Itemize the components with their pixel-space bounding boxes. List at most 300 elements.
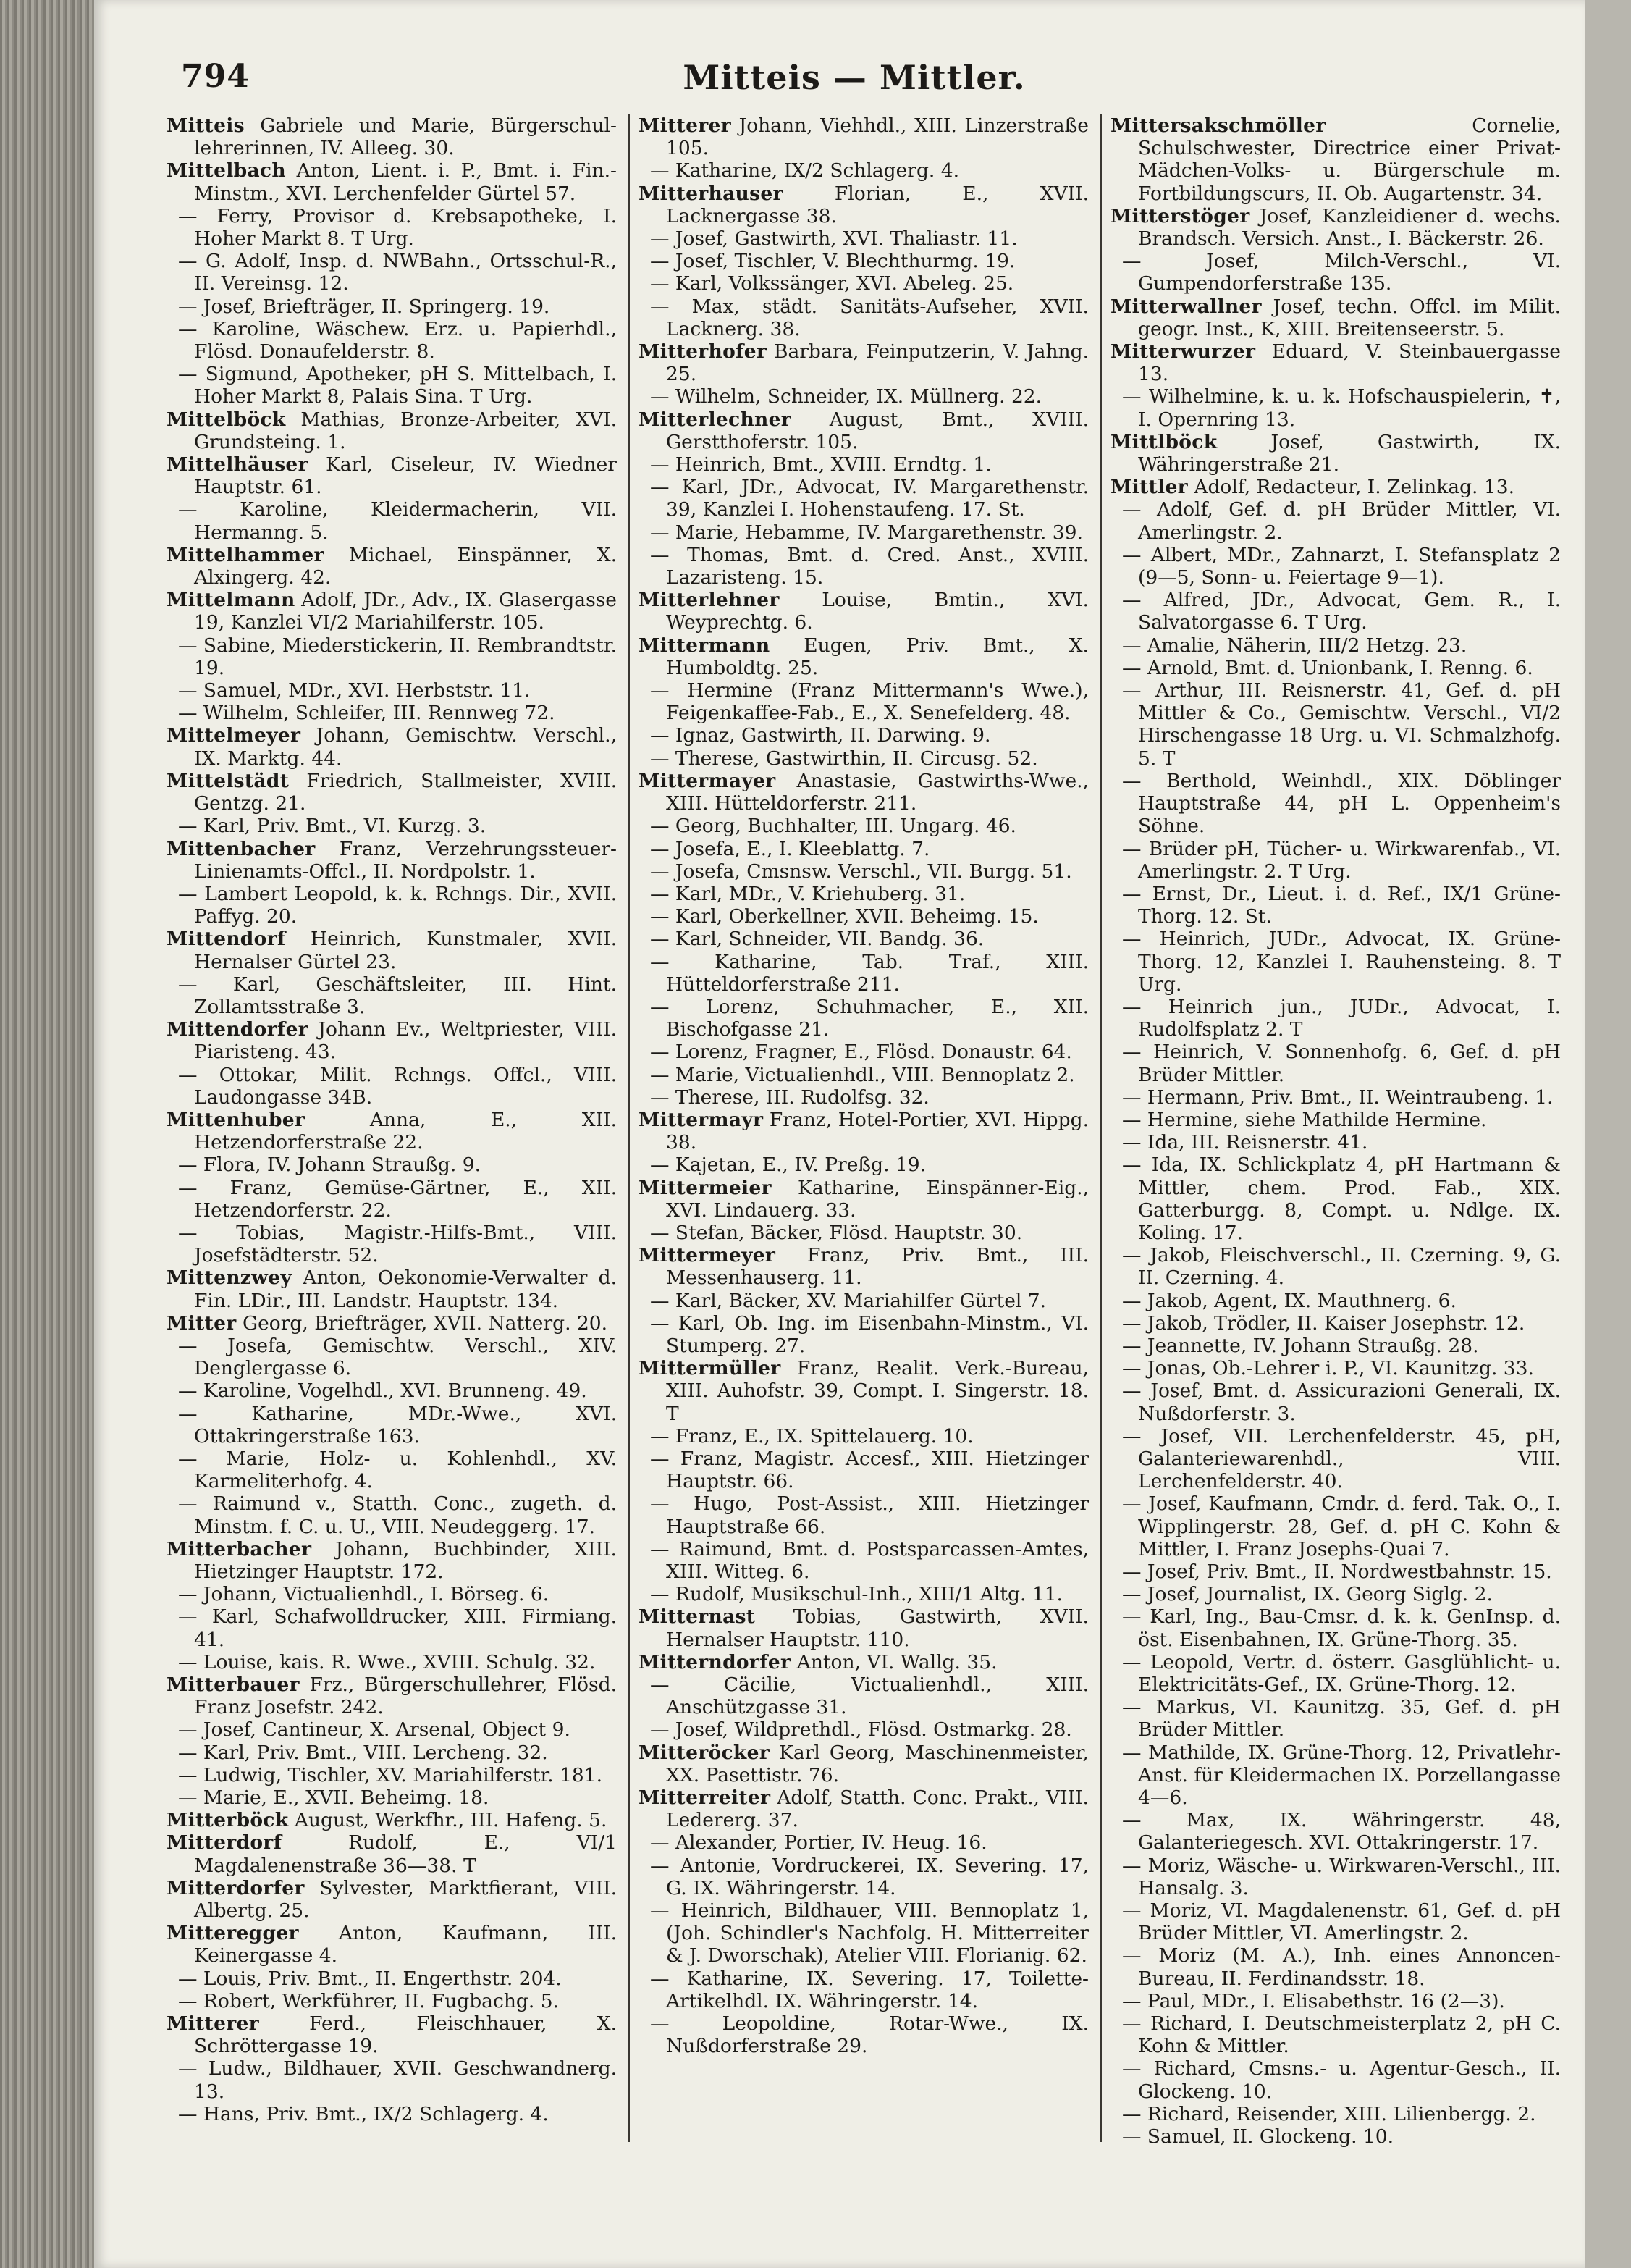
directory-entry xyxy=(1110,1154,1561,1244)
entry-text: Frz., Bürgerschullehrer, Flösd. Franz Josefstr. 242. xyxy=(194,1673,617,1719)
directory-entry xyxy=(1110,679,1561,770)
entry-text: — Ferry, Provisor d. Krebsapotheke, I. Hoher Markt 8. T Urg. xyxy=(178,204,617,251)
directory-entry xyxy=(1110,1809,1561,1854)
entry-surname: Mittenbacher xyxy=(167,837,316,860)
directory-entry xyxy=(1110,498,1561,543)
directory-entry xyxy=(167,250,617,295)
directory-entry xyxy=(167,1018,617,1063)
directory-entry xyxy=(1110,1109,1561,1131)
entry-surname: Mittelböck xyxy=(167,408,286,431)
directory-entry xyxy=(167,159,617,204)
directory-entry xyxy=(639,1718,1089,1741)
entry-text: — Josefa, Gemischtw. Verschl., XIV. Denglergasse 6. xyxy=(178,1334,617,1380)
directory-entry xyxy=(639,295,1089,340)
directory-entry xyxy=(1110,883,1561,928)
entry-text: — Josef, Priv. Bmt., II. Nordwestbahnstr. 15. xyxy=(1122,1561,1552,1583)
directory-entry xyxy=(167,1922,617,1967)
entry-text: — Karl, Priv. Bmt., VIII. Lercheng. 32. xyxy=(178,1741,548,1764)
entry-text: — Katharine, IX/2 Schlagerg. 4. xyxy=(650,159,960,182)
running-head: Mitteis — Mittler. xyxy=(683,58,1026,97)
entry-text: Johann, Buchbinder, XIII. Hietzinger Hauptstr. 172. xyxy=(194,1537,617,1583)
directory-entry xyxy=(167,1312,617,1335)
directory-entry xyxy=(1110,1425,1561,1493)
directory-entry xyxy=(1110,1583,1561,1605)
directory-entry xyxy=(639,1041,1089,1063)
directory-entry xyxy=(167,408,617,453)
directory-entry xyxy=(167,1448,617,1492)
column-2 xyxy=(639,114,1089,2214)
entry-surname: Mitteröcker xyxy=(639,1741,770,1764)
directory-entry xyxy=(639,770,1089,815)
entry-text: — Hans, Priv. Bmt., IX/2 Schlagerg. 4. xyxy=(178,2102,549,2125)
directory-entry xyxy=(639,996,1089,1041)
directory-entry xyxy=(167,205,617,250)
entry-surname: Mittlböck xyxy=(1110,430,1218,453)
entry-text: — Hermine (Franz Mittermann's Wwe.), Feigenkaffee-Fab., E., X. Senefelderg. 48. xyxy=(650,679,1089,725)
entry-text: — Jakob, Fleischverschl., II. Czerning. 9, G. II. Czerning. 4. xyxy=(1122,1244,1561,1290)
entry-text: — Therese, III. Rudolfsg. 32. xyxy=(650,1085,930,1109)
entry-text: — Thomas, Bmt. d. Cred. Anst., XVIII. Lazaristeng. 15. xyxy=(650,543,1089,589)
entry-text: August, Werkfhr., III. Hafeng. 5. xyxy=(294,1809,607,1832)
entry-text: Anton, Kaufmann, III. Keinergasse 4. xyxy=(194,1922,617,1967)
entry-text: Adolf, Statth. Conc. Prakt., VIII. Ledererg. 37. xyxy=(666,1786,1089,1832)
directory-entry xyxy=(1110,114,1561,205)
directory-entry xyxy=(167,1809,617,1831)
directory-entry xyxy=(1110,657,1561,679)
directory-entry xyxy=(1110,1492,1561,1561)
entry-surname: Mitterdorfer xyxy=(167,1876,305,1899)
entry-surname: Mitterreiter xyxy=(639,1786,771,1810)
entry-surname: Mitterwurzer xyxy=(1110,340,1256,364)
directory-entry xyxy=(167,702,617,724)
entry-surname: Mitterwallner xyxy=(1110,295,1262,318)
entry-text: — Josef, Journalist, IX. Georg Siglg. 2. xyxy=(1122,1583,1493,1606)
directory-entry xyxy=(167,295,617,318)
entry-text: — Katharine, IX. Severing. 17, Toilette-Artikelhdl. IX. Währingerstr. 14. xyxy=(650,1967,1089,2012)
entry-text: — Moriz, Wäsche- u. Wirkwaren-Verschl., III. Hansalg. 3. xyxy=(1122,1854,1561,1899)
entry-text: — Samuel, MDr., XVI. Herbststr. 11. xyxy=(178,679,531,702)
entry-text: — Flora, IV. Johann Straußg. 9. xyxy=(178,1154,481,1177)
entry-text: — Karl, Oberkellner, XVII. Beheimg. 15. xyxy=(650,905,1039,928)
directory-entry xyxy=(167,2012,617,2057)
directory-entry xyxy=(1110,544,1561,589)
directory-entry xyxy=(167,1831,617,1876)
entry-text: — Moriz, VI. Magdalenenstr. 61, Gef. d. pH Brüder Mittler, VI. Amerlingstr. 2. xyxy=(1122,1899,1561,1945)
entry-surname: Mittelmann xyxy=(167,589,295,612)
directory-entry xyxy=(167,1786,617,1809)
entry-surname: Mittler xyxy=(1110,476,1188,499)
directory-entry xyxy=(639,747,1089,770)
directory-entry xyxy=(639,1967,1089,2012)
entry-text: — Markus, VI. Kaunitzg. 35, Gef. d. pH Brüder Mittler. xyxy=(1122,1696,1561,1742)
entry-text: — Arnold, Bmt. d. Unionbank, I. Renng. 6. xyxy=(1122,656,1533,679)
directory-entry xyxy=(639,838,1089,860)
directory-entry xyxy=(167,1651,617,1673)
entry-text: Josef, Kanzleidiener d. wechs. Brandsch. Versich. Anst., I. Bäckerstr. 26. xyxy=(1138,204,1561,251)
entry-text: — Katharine, MDr.-Wwe., XVI. Ottakringerstraße 163. xyxy=(178,1402,617,1448)
directory-entry xyxy=(1110,1379,1561,1424)
directory-entry xyxy=(1110,431,1561,476)
entry-surname: Mitterer xyxy=(639,114,731,137)
entry-surname: Mitter xyxy=(167,1311,237,1335)
directory-entry xyxy=(167,1267,617,1311)
entry-text: — Wilhelmine, k. u. k. Hofschauspielerin, ✝, I. Opernring 13. xyxy=(1122,385,1561,431)
entry-surname: Mittenhuber xyxy=(167,1108,305,1131)
directory-entry xyxy=(167,2103,617,2125)
directory-entry xyxy=(1110,1944,1561,1989)
directory-columns xyxy=(167,114,1564,2214)
directory-entry xyxy=(639,860,1089,883)
entry-text: — Rudolf, Musikschul-Inh., XIII/1 Altg. 11. xyxy=(650,1583,1063,1606)
entry-text: — Richard, Reisender, XIII. Lilienbergg. 2. xyxy=(1122,2102,1536,2125)
entry-surname: Mittelhammer xyxy=(167,543,324,566)
entry-text: — G. Adolf, Insp. d. NWBahn., Ortsschul-R., II. Vereinsg. 12. xyxy=(178,250,617,295)
entry-text: — Moriz (M. A.), Inh. eines Annoncen-Bureau, II. Ferdinandsstr. 18. xyxy=(1122,1944,1561,1990)
directory-entry xyxy=(167,1718,617,1741)
entry-text: — Karl, Volkssänger, XVI. Abeleg. 25. xyxy=(650,272,1014,295)
entry-surname: Mittermann xyxy=(639,634,770,657)
entry-surname: Mittelmeyer xyxy=(167,724,301,747)
directory-entry xyxy=(167,1492,617,1537)
entry-surname: Mitteregger xyxy=(167,1922,299,1945)
entry-text: — Karl, Ing., Bau-Cmsr. d. k. k. GenInsp. d. öst. Eisenbahnen, IX. Grüne-Thorg. 35. xyxy=(1122,1605,1561,1651)
entry-surname: Mitterhauser xyxy=(639,182,783,205)
directory-entry xyxy=(167,724,617,769)
directory-entry xyxy=(167,679,617,702)
directory-entry xyxy=(1110,1290,1561,1312)
directory-entry xyxy=(639,1425,1089,1448)
directory-entry xyxy=(639,1109,1089,1154)
entry-text: — Marie, Victualienhdl., VIII. Bennoplatz 2. xyxy=(650,1063,1075,1086)
directory-entry xyxy=(1110,928,1561,996)
entry-surname: Mitteis xyxy=(167,114,245,137)
entry-text: — Lambert Leopold, k. k. Rchngs. Dir., XVII. Paffyg. 20. xyxy=(178,882,617,928)
directory-entry xyxy=(1110,996,1561,1041)
entry-surname: Mittermeyer xyxy=(639,1244,776,1267)
entry-text: — Karl, MDr., V. Kriehuberg. 31. xyxy=(650,882,966,905)
entry-text: Franz, Realit. Verk.-Bureau, XIII. Auhofstr. 39, Compt. I. Singerstr. 18. T xyxy=(666,1357,1089,1425)
entry-text: — Raimund v., Statth. Conc., zugeth. d. Minstm. f. C. u. U., VIII. Neudeggerg. 17. xyxy=(178,1492,617,1538)
directory-entry xyxy=(167,1064,617,1109)
directory-entry xyxy=(639,679,1089,724)
entry-text: — Josef, Kaufmann, Cmdr. d. ferd. Tak. O., I. Wipplingerstr. 28, Gef. d. pH C. Kohn & Mittler, I. Franz Josephs-Quai 7. xyxy=(1122,1492,1561,1561)
entry-text: — Jonas, Ob.-Lehrer i. P., VI. Kaunitzg. 33. xyxy=(1122,1357,1534,1380)
entry-text: — Cäcilie, Victualienhdl., XIII. Anschützgasse 31. xyxy=(650,1673,1089,1719)
entry-text: — Georg, Buchhalter, III. Ungarg. 46. xyxy=(650,815,1016,838)
entry-text: — Lorenz, Fragner, E., Flösd. Donaustr. 64. xyxy=(650,1041,1072,1064)
entry-surname: Mitterhofer xyxy=(639,340,767,364)
directory-entry xyxy=(1110,1244,1561,1289)
directory-entry xyxy=(1110,2057,1561,2102)
entry-text: Anton, Lient. i. P., Bmt. i. Fin.-Minstm., XVI. Lerchenfelder Gürtel 57. xyxy=(194,159,617,205)
entry-text: — Arthur, III. Reisnerstr. 41, Gef. d. pH Mittler & Co., Gemischtw. Verschl., VI/2 Hirschengasse 18 Urg. u. VI. Schmalzhofg. 5. T xyxy=(1122,679,1561,770)
entry-text: — Karl, Bäcker, XV. Mariahilfer Gürtel 7. xyxy=(650,1289,1047,1312)
entry-text: — Karoline, Vogelhdl., XVI. Brunneng. 49. xyxy=(178,1379,587,1403)
directory-entry xyxy=(639,521,1089,544)
directory-entry xyxy=(639,815,1089,837)
directory-entry xyxy=(1110,1131,1561,1154)
entry-text: — Franz, E., IX. Spittelauerg. 10. xyxy=(650,1424,974,1448)
entry-surname: Mittenzwey xyxy=(167,1267,292,1290)
entry-surname: Mitterdorf xyxy=(167,1831,282,1855)
entry-text: — Therese, Gastwirthin, II. Circusg. 52. xyxy=(650,747,1038,770)
directory-entry xyxy=(1110,2103,1561,2125)
directory-entry xyxy=(639,1290,1089,1312)
entry-text: Johann, Gemischtw. Verschl., IX. Marktg. 44. xyxy=(194,724,617,770)
entry-text: — Heinrich, Bmt., XVIII. Erndtg. 1. xyxy=(650,453,992,476)
directory-entry xyxy=(1110,295,1561,340)
directory-entry xyxy=(1110,1086,1561,1109)
directory-entry xyxy=(1110,1041,1561,1085)
directory-entry xyxy=(167,1154,617,1176)
directory-entry xyxy=(167,114,617,159)
directory-entry xyxy=(639,1177,1089,1222)
entry-text: Franz, Priv. Bmt., III. Messenhauserg. 11. xyxy=(666,1244,1089,1290)
entry-text: — Hugo, Post-Assist., XIII. Hietzinger Hauptstraße 66. xyxy=(650,1492,1089,1538)
directory-entry xyxy=(639,1742,1089,1786)
entry-text: — Ignaz, Gastwirth, II. Darwing. 9. xyxy=(650,724,991,747)
directory-entry xyxy=(639,1605,1089,1650)
directory-entry xyxy=(639,544,1089,589)
entry-text: — Franz, Magistr. Accesf., XIII. Hietzinger Hauptstr. 66. xyxy=(650,1447,1089,1493)
directory-entry xyxy=(167,1222,617,1267)
entry-text: — Josef, Briefträger, II. Springerg. 19. xyxy=(178,295,550,318)
entry-text: — Ida, III. Reisnerstr. 41. xyxy=(1122,1131,1368,1154)
entry-text: — Marie, Holz- u. Kohlenhdl., XV. Karmeliterhofg. 4. xyxy=(178,1447,617,1493)
entry-surname: Mittersakschmöller xyxy=(1110,114,1326,137)
entry-text: — Josef, Bmt. d. Assicurazioni Generali, IX. Nußdorferstr. 3. xyxy=(1122,1379,1561,1425)
entry-text: — Franz, Gemüse-Gärtner, E., XII. Hetzendorferstr. 22. xyxy=(178,1176,617,1222)
entry-text: — Karl, Schneider, VII. Bandg. 36. xyxy=(650,928,985,951)
directory-entry xyxy=(639,1064,1089,1086)
entry-surname: Mitterböck xyxy=(167,1809,289,1832)
entry-text: Johann, Viehhdl., XIII. Linzerstraße 105. xyxy=(666,114,1089,160)
directory-entry xyxy=(639,1154,1089,1176)
entry-text: — Tobias, Magistr.-Hilfs-Bmt., VIII. Josefstädterstr. 52. xyxy=(178,1221,617,1267)
directory-entry xyxy=(1110,2125,1561,2148)
entry-text: — Karl, Ob. Ing. im Eisenbahn-Minstm., VI. Stumperg. 27. xyxy=(650,1311,1089,1357)
directory-entry xyxy=(167,1379,617,1402)
directory-entry xyxy=(639,1448,1089,1492)
entry-text: — Josef, Tischler, V. Blechthurmg. 19. xyxy=(650,250,1016,273)
directory-entry xyxy=(167,544,617,589)
directory-entry xyxy=(1110,1312,1561,1335)
entry-text: — Ottokar, Milit. Rchngs. Offcl., VIII. Laudongasse 34B. xyxy=(178,1063,617,1109)
entry-text: — Josef, VII. Lerchenfelderstr. 45, pH, Galanteriewarenhdl., VIII. Lerchenfelderstr. 40. xyxy=(1122,1424,1561,1493)
directory-entry xyxy=(639,1492,1089,1537)
entry-text: Josef, techn. Offcl. im Milit. geogr. Inst., K, XIII. Breitenseerstr. 5. xyxy=(1138,295,1561,340)
entry-text: Franz, Hotel-Portier, XVI. Hippg. 38. xyxy=(666,1108,1089,1154)
entry-text: — Hermine, siehe Mathilde Hermine. xyxy=(1122,1108,1487,1131)
entry-surname: Mittelhäuser xyxy=(167,453,308,476)
directory-entry xyxy=(639,250,1089,272)
entry-text: — Jeannette, IV. Johann Straußg. 28. xyxy=(1122,1334,1479,1357)
entry-surname: Mittermayer xyxy=(639,769,776,792)
entry-text: — Karl, Priv. Bmt., VI. Kurzg. 3. xyxy=(178,815,486,838)
directory-entry xyxy=(639,1831,1089,1854)
directory-entry xyxy=(167,1967,617,1990)
entry-text: — Antonie, Vordruckerei, IX. Severing. 17, G. IX. Währingerstr. 14. xyxy=(650,1854,1089,1899)
entry-text: — Wilhelm, Schleifer, III. Rennweg 72. xyxy=(178,702,555,725)
directory-entry xyxy=(1110,2012,1561,2057)
entry-text: Rudolf, E., VI/1 Magdalenenstraße 36—38. T xyxy=(194,1831,617,1877)
directory-entry xyxy=(167,1877,617,1922)
directory-entry xyxy=(639,634,1089,679)
directory-entry xyxy=(639,385,1089,408)
directory-entry xyxy=(639,159,1089,182)
entry-text: Mathias, Bronze-Arbeiter, XVI. Grundsteing. 1. xyxy=(194,408,617,453)
directory-entry xyxy=(639,453,1089,476)
entry-text: — Johann, Victualienhdl., I. Börseg. 6. xyxy=(178,1583,549,1606)
entry-text: — Richard, Cmsns.- u. Agentur-Gesch., II. Glockeng. 10. xyxy=(1122,2057,1561,2103)
page-number: 794 xyxy=(181,58,250,95)
entry-text: — Mathilde, IX. Grüne-Thorg. 12, Privatlehr-Anst. für Kleidermachen IX. Porzellangasse 4—6. xyxy=(1122,1741,1561,1810)
entry-text: — Raimund, Bmt. d. Postsparcassen-Amtes, XIII. Witteg. 6. xyxy=(650,1537,1089,1583)
entry-text: — Sigmund, Apotheker, pH S. Mittelbach, I. Hoher Markt 8, Palais Sina. T Urg. xyxy=(178,363,617,408)
directory-entry xyxy=(639,2012,1089,2057)
directory-entry xyxy=(639,1899,1089,1967)
directory-entry xyxy=(167,928,617,973)
entry-text: — Katharine, Tab. Traf., XIII. Hütteldorferstraße 211. xyxy=(650,950,1089,996)
directory-entry xyxy=(1110,1990,1561,2012)
entry-text: Barbara, Feinputzerin, V. Jahng. 25. xyxy=(666,340,1089,386)
entry-text: — Karl, Geschäftsleiter, III. Hint. Zollamtsstraße 3. xyxy=(178,973,617,1018)
entry-surname: Mitterbacher xyxy=(167,1537,312,1561)
directory-entry xyxy=(639,408,1089,453)
entry-text: — Heinrich, Bildhauer, VIII. Bennoplatz 1, (Joh. Schindler's Nachfolg. H. Mitterreiter & J. Dworschak), Atelier VIII. Florianig. 62. xyxy=(650,1899,1089,1967)
column-1 xyxy=(167,114,617,2214)
column-divider xyxy=(1100,114,1102,2142)
entry-surname: Mitterlechner xyxy=(639,408,792,431)
directory-entry xyxy=(167,318,617,363)
entry-text: — Sabine, Miederstickerin, II. Rembrandtstr. 19. xyxy=(178,634,617,679)
entry-text: — Amalie, Näherin, III/2 Hetzg. 23. xyxy=(1122,634,1467,657)
entry-surname: Mitternast xyxy=(639,1605,756,1629)
entry-text: — Leopold, Vertr. d. österr. Gasglühlicht- u. Elektricitäts-Gef., IX. Grüne-Thorg. 12. xyxy=(1122,1650,1561,1697)
entry-text: Johann Ev., Weltpriester, VIII. Piaristeng. 43. xyxy=(194,1018,617,1064)
directory-entry xyxy=(639,227,1089,250)
directory-entry xyxy=(639,1357,1089,1425)
entry-text: — Marie, Hebamme, IV. Margarethenstr. 39. xyxy=(650,521,1083,544)
directory-entry xyxy=(639,272,1089,295)
directory-entry xyxy=(1110,1651,1561,1696)
column-divider xyxy=(628,114,630,2142)
entry-text: Sylvester, Marktfierant, VIII. Albertg. 25. xyxy=(194,1876,617,1923)
entry-surname: Mitterbauer xyxy=(167,1673,300,1697)
directory-entry xyxy=(1110,1855,1561,1899)
entry-text: — Adolf, Gef. d. pH Brüder Mittler, VI. Amerlingstr. 2. xyxy=(1122,498,1561,544)
directory-entry xyxy=(1110,250,1561,295)
entry-surname: Mittermayr xyxy=(639,1108,764,1131)
entry-surname: Mittelstädt xyxy=(167,769,290,792)
directory-entry xyxy=(167,1990,617,2012)
directory-entry xyxy=(167,1742,617,1764)
entry-text: Franz, Verzehrungssteuer-Linienamts-Offcl., II. Nordpolstr. 1. xyxy=(194,837,617,883)
directory-entry xyxy=(167,1605,617,1650)
directory-entry xyxy=(639,928,1089,950)
directory-entry xyxy=(639,182,1089,227)
entry-text: Tobias, Gastwirth, XVII. Hernalser Hauptstr. 110. xyxy=(666,1605,1089,1651)
entry-surname: Mitterlehner xyxy=(639,589,780,612)
entry-text: — Paul, MDr., I. Elisabethstr. 16 (2—3). xyxy=(1122,1989,1505,2012)
directory-entry xyxy=(639,951,1089,996)
entry-text: — Samuel, II. Glockeng. 10. xyxy=(1122,2125,1394,2149)
directory-entry xyxy=(167,770,617,815)
directory-entry xyxy=(167,589,617,634)
directory-entry xyxy=(639,1673,1089,1718)
entry-text: Adolf, Redacteur, I. Zelinkag. 13. xyxy=(1194,476,1515,499)
entry-text: — Josef, Milch-Verschl., VI. Gumpendorferstraße 135. xyxy=(1122,250,1561,295)
directory-entry xyxy=(639,1855,1089,1899)
directory-entry xyxy=(639,340,1089,385)
entry-text: — Max, städt. Sanitäts-Aufseher, XVII. Lacknerg. 38. xyxy=(650,295,1089,340)
entry-text: — Jakob, Agent, IX. Mauthnerg. 6. xyxy=(1122,1289,1457,1312)
directory-entry xyxy=(639,1538,1089,1583)
entry-text: — Marie, E., XVII. Beheimg. 18. xyxy=(178,1786,489,1810)
entry-surname: Mittelbach xyxy=(167,159,286,182)
directory-entry xyxy=(1110,770,1561,838)
entry-text: — Max, IX. Währingerstr. 48, Galanteriegesch. XVI. Ottakringerstr. 17. xyxy=(1122,1809,1561,1855)
entry-text: Heinrich, Kunstmaler, XVII. Hernalser Gürtel 23. xyxy=(194,928,617,973)
entry-surname: Mittermeier xyxy=(639,1176,772,1199)
entry-text: Karl, Ciseleur, IV. Wiedner Hauptstr. 61. xyxy=(194,453,617,499)
entry-text: Anton, Oekonomie-Verwalter d. Fin. LDir., III. Landstr. Hauptstr. 134. xyxy=(194,1267,617,1312)
directory-entry xyxy=(167,2057,617,2102)
entry-text: Gabriele und Marie, Bürgerschul-lehrerinnen, IV. Alleeg. 30. xyxy=(194,114,617,160)
book-page-stack xyxy=(0,0,109,2268)
directory-entry xyxy=(1110,385,1561,430)
entry-text: — Louise, kais. R. Wwe., XVIII. Schulg. 32. xyxy=(178,1650,596,1673)
entry-text: — Josefa, E., I. Kleeblattg. 7. xyxy=(650,837,930,860)
entry-text: — Heinrich jun., JUDr., Advocat, I. Rudolfsplatz 2. T xyxy=(1122,995,1561,1041)
directory-entry xyxy=(167,498,617,543)
entry-text: — Josefa, Cmsnsw. Verschl., VII. Burgg. 51. xyxy=(650,860,1072,883)
entry-text: — Karl, JDr., Advocat, IV. Margarethenstr. 39, Kanzlei I. Hohenstaufeng. 17. St. xyxy=(650,476,1089,521)
directory-entry xyxy=(167,363,617,408)
entry-text: Anna, E., XII. Hetzendorferstraße 22. xyxy=(194,1108,617,1154)
entry-text: — Josef, Cantineur, X. Arsenal, Object 9. xyxy=(178,1718,570,1742)
entry-text: — Stefan, Bäcker, Flösd. Hauptstr. 30. xyxy=(650,1221,1023,1244)
entry-text: — Karl, Schafwolldrucker, XIII. Firmiang. 41. xyxy=(178,1605,617,1651)
directory-entry xyxy=(167,453,617,498)
entry-surname: Mittendorfer xyxy=(167,1018,308,1041)
directory-entry xyxy=(167,1403,617,1448)
directory-entry xyxy=(639,589,1089,634)
entry-text: — Albert, MDr., Zahnarzt, I. Stefansplatz 2 (9—5, Sonn- u. Feiertage 9—1). xyxy=(1122,543,1561,589)
entry-text: — Jakob, Trödler, II. Kaiser Josephstr. 12. xyxy=(1122,1311,1525,1335)
entry-text: Eduard, V. Steinbauergasse 13. xyxy=(1138,340,1561,386)
entry-surname: Mittermüller xyxy=(639,1357,781,1380)
directory-entry xyxy=(167,1538,617,1583)
entry-text: Karl Georg, Maschinenmeister, XX. Pasettistr. 76. xyxy=(666,1741,1089,1786)
entry-text: — Heinrich, V. Sonnenhofg. 6, Gef. d. pH Brüder Mittler. xyxy=(1122,1041,1561,1086)
directory-entry xyxy=(167,1335,617,1379)
entry-text: — Josef, Gastwirth, XVI. Thaliastr. 11. xyxy=(650,227,1018,251)
entry-text: — Louis, Priv. Bmt., II. Engerthstr. 204. xyxy=(178,1967,562,1990)
directory-entry xyxy=(1110,205,1561,250)
entry-text: — Ernst, Dr., Lieut. i. d. Ref., IX/1 Grüne-Thorg. 12. St. xyxy=(1122,882,1561,928)
entry-text: — Karoline, Kleidermacherin, VII. Hermanng. 5. xyxy=(178,498,617,544)
directory-entry xyxy=(639,1086,1089,1109)
entry-text: — Hermann, Priv. Bmt., II. Weintraubeng. 1. xyxy=(1122,1085,1554,1109)
page-header xyxy=(181,58,1527,109)
entry-text: August, Bmt., XVIII. Gerstthoferstr. 105. xyxy=(666,408,1089,453)
directory-entry xyxy=(639,476,1089,521)
directory-entry xyxy=(639,724,1089,747)
entry-text: Louise, Bmtin., XVI. Weyprechtg. 6. xyxy=(666,589,1089,634)
directory-entry xyxy=(639,883,1089,905)
directory-entry xyxy=(1110,589,1561,634)
